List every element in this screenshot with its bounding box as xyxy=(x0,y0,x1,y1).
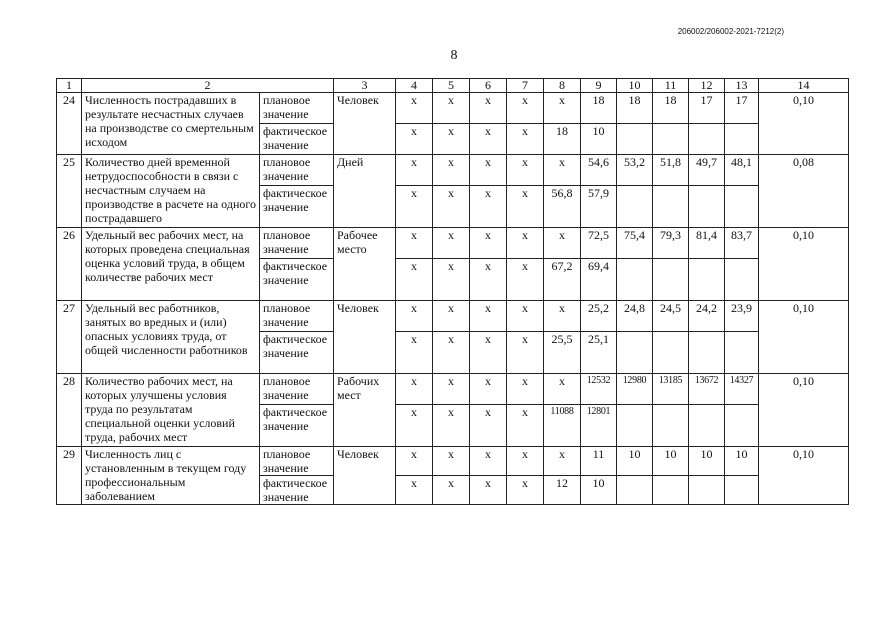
planned-value: 10 xyxy=(617,447,653,476)
unit-of-measure: Человек xyxy=(334,447,396,505)
header-cell: 10 xyxy=(617,79,653,93)
actual-value: x xyxy=(507,476,544,505)
actual-value: x xyxy=(507,124,544,155)
planned-value: 79,3 xyxy=(653,228,689,259)
unit-of-measure: Дней xyxy=(334,155,396,228)
planned-value: 25,2 xyxy=(581,301,617,332)
actual-value: x xyxy=(507,186,544,228)
value-type-label: плановое значение xyxy=(260,155,334,186)
planned-value: x xyxy=(544,374,581,405)
planned-value: x xyxy=(433,447,470,476)
actual-value: x xyxy=(507,332,544,374)
weight-coefficient: 0,08 xyxy=(759,155,849,228)
document-id: 206002/206002-2021-7212(2) xyxy=(677,27,784,36)
header-cell: 13 xyxy=(725,79,759,93)
indicator-name: Количество дней временной нетрудоспособности в связи с несчастным случаем на производстве в расчете на одного пострадавшего xyxy=(82,155,260,228)
value-type-label: фактическое значение xyxy=(260,405,334,447)
planned-value: x xyxy=(470,447,507,476)
planned-value: x xyxy=(507,155,544,186)
actual-value xyxy=(689,405,725,447)
actual-value: x xyxy=(470,124,507,155)
actual-value xyxy=(653,332,689,374)
planned-value: 10 xyxy=(725,447,759,476)
indicator-name: Количество рабочих мест, на которых улучшены условия труда по результатам специальной оценки условий труда, рабочих мест xyxy=(82,374,260,447)
row-number: 24 xyxy=(57,93,82,155)
planned-value: 24,2 xyxy=(689,301,725,332)
planned-value: x xyxy=(507,447,544,476)
actual-value: x xyxy=(470,405,507,447)
planned-value: 11 xyxy=(581,447,617,476)
header-cell: 3 xyxy=(334,79,396,93)
actual-value: x xyxy=(470,186,507,228)
planned-value: 48,1 xyxy=(725,155,759,186)
actual-value: x xyxy=(396,186,433,228)
actual-value: x xyxy=(396,259,433,301)
planned-value: 18 xyxy=(581,93,617,124)
planned-value: x xyxy=(396,93,433,124)
planned-value: 75,4 xyxy=(617,228,653,259)
planned-value: 13672 xyxy=(689,374,725,405)
planned-value: x xyxy=(507,93,544,124)
actual-value: 10 xyxy=(581,476,617,505)
planned-value: 13185 xyxy=(653,374,689,405)
header-cell: 2 xyxy=(82,79,334,93)
weight-coefficient: 0,10 xyxy=(759,93,849,155)
header-cell: 8 xyxy=(544,79,581,93)
actual-value: 67,2 xyxy=(544,259,581,301)
unit-of-measure: Рабочее место xyxy=(334,228,396,301)
planned-value: x xyxy=(470,374,507,405)
planned-value: x xyxy=(396,155,433,186)
actual-value xyxy=(617,124,653,155)
value-type-label: фактическое значение xyxy=(260,332,334,374)
actual-value xyxy=(653,476,689,505)
value-type-label: плановое значение xyxy=(260,301,334,332)
planned-value: x xyxy=(433,93,470,124)
actual-value: x xyxy=(507,405,544,447)
planned-value: x xyxy=(433,301,470,332)
planned-value: 12532 xyxy=(581,374,617,405)
actual-value xyxy=(725,332,759,374)
header-cell: 7 xyxy=(507,79,544,93)
weight-coefficient: 0,10 xyxy=(759,228,849,301)
planned-value: 81,4 xyxy=(689,228,725,259)
actual-value: x xyxy=(396,405,433,447)
actual-value: x xyxy=(507,259,544,301)
planned-value: x xyxy=(507,228,544,259)
value-type-label: плановое значение xyxy=(260,374,334,405)
actual-value: x xyxy=(433,476,470,505)
indicator-row-planned xyxy=(57,374,849,405)
actual-value xyxy=(689,332,725,374)
value-type-label: плановое значение xyxy=(260,447,334,476)
actual-value: 11088 xyxy=(544,405,581,447)
planned-value: 14327 xyxy=(725,374,759,405)
actual-value: x xyxy=(433,259,470,301)
actual-value xyxy=(653,186,689,228)
row-number: 28 xyxy=(57,374,82,447)
planned-value: x xyxy=(396,301,433,332)
planned-value: 17 xyxy=(725,93,759,124)
actual-value: x xyxy=(396,124,433,155)
planned-value: x xyxy=(396,447,433,476)
row-number: 26 xyxy=(57,228,82,301)
planned-value: x xyxy=(470,228,507,259)
page-number: 8 xyxy=(450,48,458,63)
unit-of-measure: Человек xyxy=(334,301,396,374)
planned-value: x xyxy=(544,93,581,124)
planned-value: 54,6 xyxy=(581,155,617,186)
planned-value: x xyxy=(433,374,470,405)
actual-value xyxy=(689,124,725,155)
unit-of-measure: Рабочих мест xyxy=(334,374,396,447)
indicators-table xyxy=(56,78,849,505)
actual-value: 12801 xyxy=(581,405,617,447)
actual-value xyxy=(725,124,759,155)
row-number: 29 xyxy=(57,447,82,505)
actual-value: x xyxy=(433,332,470,374)
indicator-row-planned xyxy=(57,155,849,186)
actual-value: x xyxy=(396,332,433,374)
header-row xyxy=(57,79,849,93)
row-number: 27 xyxy=(57,301,82,374)
unit-of-measure: Человек xyxy=(334,93,396,155)
actual-value xyxy=(725,405,759,447)
value-type-label: плановое значение xyxy=(260,228,334,259)
planned-value: 53,2 xyxy=(617,155,653,186)
actual-value xyxy=(689,476,725,505)
planned-value: x xyxy=(470,155,507,186)
planned-value: 17 xyxy=(689,93,725,124)
weight-coefficient: 0,10 xyxy=(759,301,849,374)
actual-value xyxy=(617,476,653,505)
actual-value: 12 xyxy=(544,476,581,505)
planned-value: x xyxy=(433,155,470,186)
actual-value: 10 xyxy=(581,124,617,155)
planned-value: x xyxy=(544,228,581,259)
actual-value: x xyxy=(433,405,470,447)
planned-value: 24,8 xyxy=(617,301,653,332)
indicator-row-planned xyxy=(57,93,849,124)
planned-value: x xyxy=(544,447,581,476)
actual-value: x xyxy=(433,124,470,155)
actual-value: x xyxy=(396,476,433,505)
planned-value: x xyxy=(507,374,544,405)
planned-value: 51,8 xyxy=(653,155,689,186)
header-cell: 1 xyxy=(57,79,82,93)
actual-value xyxy=(689,186,725,228)
indicator-name: Удельный вес работников, занятых во вредных и (или) опасных условиях труда, от общей численности работников xyxy=(82,301,260,374)
actual-value: x xyxy=(470,332,507,374)
actual-value xyxy=(653,405,689,447)
actual-value xyxy=(617,259,653,301)
planned-value: 18 xyxy=(653,93,689,124)
actual-value: x xyxy=(470,476,507,505)
actual-value xyxy=(653,124,689,155)
planned-value: 72,5 xyxy=(581,228,617,259)
value-type-label: фактическое значение xyxy=(260,259,334,301)
value-type-label: фактическое значение xyxy=(260,476,334,505)
weight-coefficient: 0,10 xyxy=(759,447,849,505)
header-cell: 11 xyxy=(653,79,689,93)
indicator-name: Численность пострадавших в результате несчастных случаев на производстве со смертельным исходом xyxy=(82,93,260,155)
header-cell: 9 xyxy=(581,79,617,93)
planned-value: 12980 xyxy=(617,374,653,405)
actual-value xyxy=(617,186,653,228)
planned-value: 23,9 xyxy=(725,301,759,332)
value-type-label: фактическое значение xyxy=(260,124,334,155)
header-cell: 12 xyxy=(689,79,725,93)
indicator-row-planned xyxy=(57,228,849,259)
planned-value: 49,7 xyxy=(689,155,725,186)
actual-value: x xyxy=(470,259,507,301)
actual-value xyxy=(725,259,759,301)
value-type-label: фактическое значение xyxy=(260,186,334,228)
planned-value: x xyxy=(396,228,433,259)
actual-value xyxy=(617,332,653,374)
indicator-name: Удельный вес рабочих мест, на которых проведена специальная оценка условий труда, в общем количестве рабочих мест xyxy=(82,228,260,301)
actual-value: 57,9 xyxy=(581,186,617,228)
header-cell: 5 xyxy=(433,79,470,93)
indicator-row-planned xyxy=(57,301,849,332)
header-cell: 14 xyxy=(759,79,849,93)
header-cell: 4 xyxy=(396,79,433,93)
planned-value: x xyxy=(433,228,470,259)
weight-coefficient: 0,10 xyxy=(759,374,849,447)
planned-value: 24,5 xyxy=(653,301,689,332)
actual-value xyxy=(689,259,725,301)
actual-value xyxy=(617,405,653,447)
actual-value: x xyxy=(433,186,470,228)
planned-value: 10 xyxy=(689,447,725,476)
planned-value: 18 xyxy=(617,93,653,124)
indicator-name: Численность лиц с установленным в текущем году профессиональным заболеванием xyxy=(82,447,260,505)
actual-value: 69,4 xyxy=(581,259,617,301)
header-cell: 6 xyxy=(470,79,507,93)
actual-value: 25,5 xyxy=(544,332,581,374)
planned-value: 10 xyxy=(653,447,689,476)
planned-value: x xyxy=(470,93,507,124)
planned-value: x xyxy=(544,301,581,332)
actual-value: 18 xyxy=(544,124,581,155)
actual-value xyxy=(653,259,689,301)
actual-value xyxy=(725,476,759,505)
planned-value: x xyxy=(470,301,507,332)
planned-value: 83,7 xyxy=(725,228,759,259)
actual-value: 56,8 xyxy=(544,186,581,228)
row-number: 25 xyxy=(57,155,82,228)
planned-value: x xyxy=(396,374,433,405)
actual-value: 25,1 xyxy=(581,332,617,374)
planned-value: x xyxy=(507,301,544,332)
actual-value xyxy=(725,186,759,228)
planned-value: x xyxy=(544,155,581,186)
indicator-row-planned xyxy=(57,447,849,476)
value-type-label: плановое значение xyxy=(260,93,334,124)
